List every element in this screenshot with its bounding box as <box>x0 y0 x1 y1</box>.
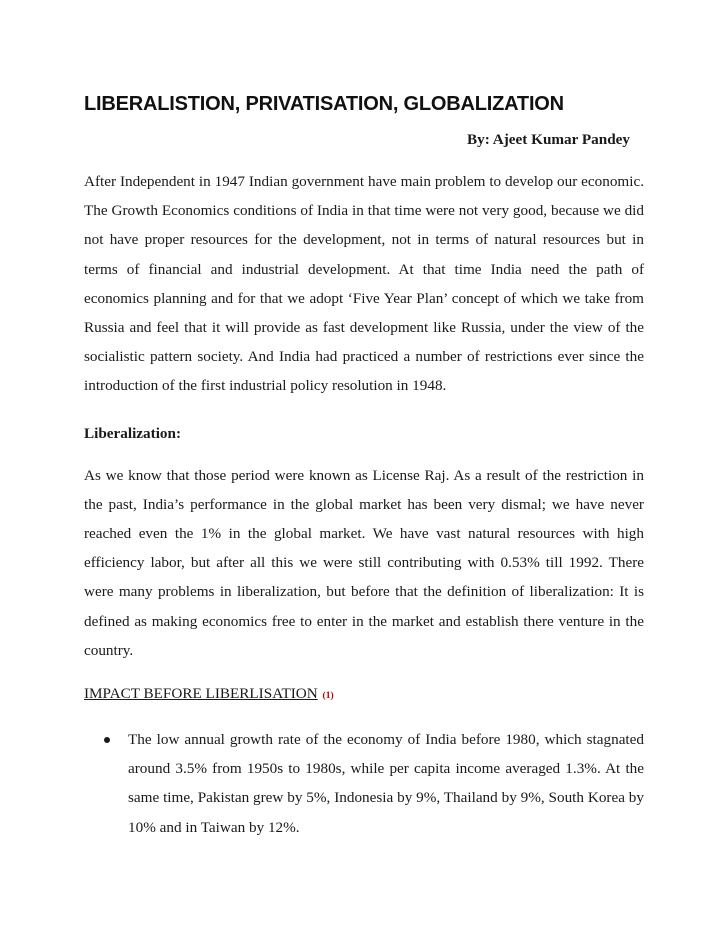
list-item <box>84 725 644 842</box>
document-body <box>84 87 644 842</box>
impact-reference: (1) <box>322 691 334 702</box>
intro-paragraph: After Independent in 1947 Indian government have main problem to develop our economic. The Growth Economics conditions of India in that time were not very good, because we did not have proper resources for the development, not in terms of natural resources but in terms of financial and industrial development. At that time India need the path of economics planning and for that we adopt ‘Five Year Plan’ concept of which we take from Russia and feel that it will provide as fast development like Russia, under the view of the socialistic pattern society. And India had practiced a number of restrictions ever since the introduction of the first industrial policy resolution in 1948. <box>84 173 644 395</box>
impact-bullet-list <box>84 725 644 842</box>
liberalization-heading: Liberalization: <box>84 424 182 442</box>
bullet-icon <box>104 737 110 743</box>
document-title: LIBERALISTION, PRIVATISATION, GLOBALIZATION <box>84 93 564 115</box>
impact-heading-text: IMPACT BEFORE LIBERLISATION <box>84 685 318 703</box>
author-byline: By: Ajeet Kumar Pandey <box>467 131 630 148</box>
impact-heading <box>84 683 644 707</box>
bullet-text: The low annual growth rate of the economy of India before 1980, which stagnated around 3.5% from 1950s to 1980s, while per capita income averaged 1.3%. At the same time, Pakistan grew by 5%, Indonesia by 9%, Thailand by 9%, South Korea by 10% and in Taiwan by 12%. <box>128 731 644 836</box>
liberalization-paragraph: As we know that those period were known as License Raj. As a result of the restriction in the past, India’s performance in the global market has been very dismal; we have never reached even the 1% in the global market. We have vast natural resources with high efficiency labor, but after all this we were still contributing with 0.53% till 1992. There were many problems in liberalization, but before that the definition of liberalization: It is defined as making economics free to enter in the market and establish there venture in the country. <box>84 466 644 659</box>
